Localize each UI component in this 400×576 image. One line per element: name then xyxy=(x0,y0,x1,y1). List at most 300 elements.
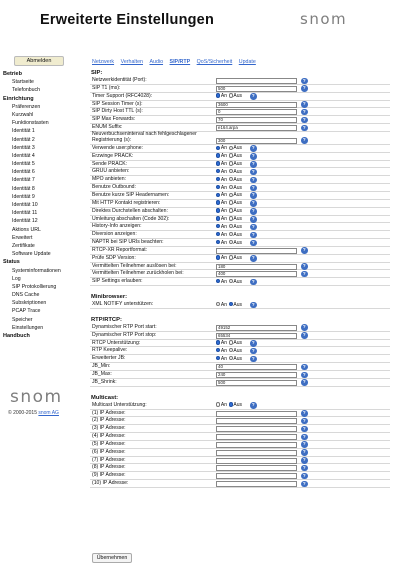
setting-radio-group xyxy=(216,216,244,223)
sidebar-item-identitaet-9[interactable]: Identität 9 xyxy=(12,193,35,200)
setting-label: (9) IP Adresse: xyxy=(92,472,126,479)
help-icon[interactable]: ? xyxy=(302,324,306,330)
help-icon[interactable]: ? xyxy=(251,223,255,229)
setting-row xyxy=(90,270,390,278)
setting-input[interactable]: 300 xyxy=(216,138,297,144)
help-icon[interactable]: ? xyxy=(302,480,306,486)
sidebar-section-betrieb[interactable]: Betrieb xyxy=(3,71,22,77)
setting-input[interactable]: 400 xyxy=(216,271,297,277)
radio-label-on: An xyxy=(220,239,228,246)
sidebar-item-identitaet-12[interactable]: Identität 12 xyxy=(12,218,38,225)
radio-on[interactable] xyxy=(216,356,220,360)
radio-on[interactable] xyxy=(216,146,220,150)
help-icon[interactable]: ? xyxy=(302,425,306,431)
setting-row xyxy=(90,410,390,418)
setting-radio-group xyxy=(216,192,244,199)
setting-row xyxy=(90,355,390,363)
setting-label: Verwende user:phone: xyxy=(92,144,143,151)
sidebar-section-handbuch[interactable]: Handbuch xyxy=(3,333,30,339)
setting-input[interactable] xyxy=(216,442,297,448)
setting-row xyxy=(90,161,390,169)
sidebar-item-identitaet-6[interactable]: Identität 6 xyxy=(12,169,35,176)
help-icon[interactable]: ? xyxy=(302,472,306,478)
setting-radio-group xyxy=(216,356,244,363)
setting-label: (6) IP Adresse: xyxy=(92,448,126,455)
setting-radio-group xyxy=(216,153,244,160)
help-icon[interactable]: ? xyxy=(251,340,255,346)
sidebar-item-identitaet-4[interactable]: Identität 4 xyxy=(12,152,35,159)
help-icon[interactable]: ? xyxy=(251,161,255,167)
sidebar-item-identitaet-8[interactable]: Identität 8 xyxy=(12,185,35,192)
setting-label: JB_Shrink: xyxy=(92,378,117,385)
setting-radio-group xyxy=(216,224,244,231)
setting-row xyxy=(90,255,390,263)
help-icon[interactable]: ? xyxy=(251,216,255,221)
radio-label-off: Aus xyxy=(233,278,243,285)
setting-row xyxy=(90,278,390,286)
setting-row xyxy=(90,145,390,153)
radio-label-on: An xyxy=(220,208,228,215)
setting-label: RTP Keepalive: xyxy=(92,347,128,354)
radio-label-off: Aus xyxy=(233,184,243,191)
setting-row xyxy=(90,85,390,93)
radio-label-off: Aus xyxy=(233,223,243,230)
radio-on[interactable] xyxy=(216,216,220,220)
section-title-sip: SIP: xyxy=(91,70,103,76)
setting-label: Sende PRACK: xyxy=(92,160,128,167)
setting-label: SIP T1 (ms): xyxy=(92,84,121,91)
setting-radio-group xyxy=(216,185,244,192)
radio-label-on: An xyxy=(220,223,228,230)
setting-input[interactable]: 40 xyxy=(216,364,297,370)
sidebar-item-software-update[interactable]: Software Update xyxy=(12,251,51,258)
radio-label-off: Aus xyxy=(233,301,243,308)
setting-row xyxy=(90,425,390,433)
setting-label: (3) IP Adresse: xyxy=(92,425,126,432)
setting-label: Vermittelten Teilnehmer auslösen bei: xyxy=(92,262,177,269)
help-icon[interactable]: ? xyxy=(302,137,306,143)
setting-input[interactable]: 240 xyxy=(216,372,297,378)
radio-label-on: An xyxy=(220,216,228,222)
radio-label-off: Aus xyxy=(233,161,243,168)
setting-label: Multicast Unterstützung: xyxy=(92,401,147,408)
sidebar-item-identitaet-5[interactable]: Identität 5 xyxy=(12,161,35,168)
radio-label-off: Aus xyxy=(233,255,243,262)
help-icon[interactable]: ? xyxy=(302,371,306,377)
setting-radio-group xyxy=(216,240,244,247)
radio-label-on: An xyxy=(220,402,228,409)
sidebar-item-systeminformationen[interactable]: Systeminformationen xyxy=(12,267,61,274)
setting-radio-group xyxy=(216,208,244,215)
help-icon[interactable]: ? xyxy=(251,239,255,245)
setting-radio-group xyxy=(216,279,244,286)
tab-qos-sicherheit[interactable]: QoS/Sicherheit xyxy=(196,59,233,65)
setting-row xyxy=(90,301,390,309)
radio-on[interactable] xyxy=(216,232,220,236)
setting-input[interactable]: 49152 xyxy=(216,325,297,331)
setting-label: SIP Max Forwards: xyxy=(92,116,136,123)
setting-input[interactable] xyxy=(216,450,297,456)
setting-input[interactable] xyxy=(216,411,297,417)
help-icon[interactable]: ? xyxy=(251,176,255,182)
help-icon[interactable]: ? xyxy=(302,433,306,439)
setting-label: Vermittelten Teilnehmer zurückholen bei: xyxy=(92,270,184,277)
help-icon[interactable]: ? xyxy=(251,192,255,198)
sidebar-item-subskriptionen[interactable]: Subskriptionen xyxy=(12,300,47,307)
setting-row xyxy=(90,200,390,208)
help-icon[interactable]: ? xyxy=(302,449,306,455)
section-title-rtp-rtcp: RTP/RTCP: xyxy=(91,316,122,323)
radio-label-on: An xyxy=(220,347,228,354)
sidebar-item-einstellungen[interactable]: Einstellungen xyxy=(12,324,44,331)
sidebar-section-einrichtung[interactable]: Einrichtung xyxy=(3,95,34,102)
setting-label: Benutze Outbound: xyxy=(92,184,136,191)
setting-label: History-Info anzeigen: xyxy=(92,223,142,230)
radio-label-on: An xyxy=(220,355,228,362)
setting-row xyxy=(90,433,390,441)
setting-input[interactable] xyxy=(216,458,297,464)
snom-logo: snom xyxy=(300,10,348,28)
radio-label-off: Aus xyxy=(233,208,243,215)
radio-label-on: An xyxy=(220,161,228,168)
help-icon[interactable]: ? xyxy=(251,347,255,353)
radio-label-off: Aus xyxy=(233,145,243,152)
radio-label-on: An xyxy=(220,145,228,152)
radio-on[interactable] xyxy=(216,161,220,165)
radio-label-on: An xyxy=(220,231,228,238)
radio-label-on: An xyxy=(220,168,228,175)
help-icon[interactable]: ? xyxy=(251,208,255,214)
sidebar-item-erweitert[interactable]: Erweitert xyxy=(12,234,33,241)
copyright xyxy=(8,410,59,416)
setting-label: SIP Dirty Host TTL (s): xyxy=(92,108,143,115)
sidebar-item-identitaet-10[interactable]: Identität 10 xyxy=(12,202,38,208)
radio-on[interactable] xyxy=(216,224,220,228)
radio-label-on: An xyxy=(220,200,228,207)
sidebar-item-dns-cache[interactable]: DNS Cache xyxy=(12,292,40,299)
setting-label: NAPTR bei SIP URIs beachten: xyxy=(92,239,164,246)
setting-label: RTCP-XR Reportformat: xyxy=(92,246,148,253)
setting-label: Dynamischer RTP Port start: xyxy=(92,323,157,330)
setting-input[interactable]: 500 xyxy=(216,380,297,386)
tab-netzwerk[interactable]: Netzwerk xyxy=(92,59,115,65)
setting-row xyxy=(90,153,390,161)
setting-row xyxy=(90,340,390,348)
radio-label-on: An xyxy=(220,153,228,160)
setting-radio-group xyxy=(216,169,244,176)
setting-row xyxy=(90,332,390,340)
radio-on[interactable] xyxy=(216,255,220,259)
radio-on[interactable] xyxy=(216,93,220,97)
tab-verhalten[interactable]: Verhalten xyxy=(120,59,143,65)
setting-radio-group xyxy=(216,302,244,309)
help-icon[interactable]: ? xyxy=(251,200,255,206)
setting-row xyxy=(90,263,390,271)
settings-tabs xyxy=(92,59,262,67)
sidebar-item-praeferenzen[interactable]: Präferenzen xyxy=(12,103,41,110)
radio-label-on: An xyxy=(220,192,228,199)
setting-row xyxy=(90,168,390,176)
setting-row xyxy=(90,324,390,332)
setting-row xyxy=(90,223,390,231)
sidebar-item-startseite[interactable]: Startseite xyxy=(12,79,34,86)
setting-label: Umleitung abschalten (Code 302): xyxy=(92,215,170,222)
setting-row xyxy=(90,347,390,355)
setting-label: ENUM Suffix: xyxy=(92,124,123,131)
copyright-text: © 2000-2015 xyxy=(8,410,37,416)
setting-label: Netzwerkidentität (Port): xyxy=(92,77,147,83)
radio-label-off: Aus xyxy=(233,347,243,354)
radio-on[interactable] xyxy=(216,279,220,283)
sidebar-item-identitaet-2[interactable]: Identität 2 xyxy=(12,136,35,143)
radio-on[interactable] xyxy=(216,240,220,244)
help-icon[interactable]: ? xyxy=(302,108,306,114)
setting-label: GRUU anbieten: xyxy=(92,168,130,175)
setting-input[interactable] xyxy=(216,434,297,440)
setting-label: XML NOTIFY unterstützen: xyxy=(92,301,154,308)
setting-row xyxy=(90,464,390,472)
tab-update[interactable]: Update xyxy=(238,59,256,65)
setting-radio-group xyxy=(216,232,244,239)
sidebar-item-identitaet-7[interactable]: Identität 7 xyxy=(12,177,35,184)
setting-row xyxy=(90,132,390,145)
radio-label-on: An xyxy=(220,176,228,183)
help-icon[interactable]: ? xyxy=(251,145,255,151)
section-title-minibrowser: Minibrowser: xyxy=(91,294,128,301)
radio-label-off: Aus xyxy=(233,153,243,160)
help-icon[interactable]: ? xyxy=(302,116,306,122)
help-icon[interactable]: ? xyxy=(302,464,306,470)
help-icon[interactable]: ? xyxy=(251,278,255,284)
setting-label: (8) IP Adresse: xyxy=(92,464,126,471)
sidebar-item-kurzwahl[interactable]: Kurzwahl xyxy=(12,111,34,118)
sidebar-item-identitaet-11[interactable]: Identität 11 xyxy=(12,210,38,217)
help-icon[interactable]: ? xyxy=(302,457,306,463)
radio-label-off: Aus xyxy=(233,340,243,347)
sidebar-item-sip-protokollierung[interactable]: SIP Protokollierung xyxy=(12,283,57,290)
setting-row xyxy=(90,247,390,255)
setting-label: Erweiterter JB: xyxy=(92,355,126,362)
submit-button[interactable]: Übernehmen xyxy=(92,553,132,563)
sidebar-item-identitaet-1[interactable]: Identität 1 xyxy=(12,128,35,135)
help-icon[interactable]: ? xyxy=(302,417,306,423)
setting-label: Mit HTTP Kontakt registrieren: xyxy=(92,199,161,206)
sidebar-item-pcap-trace[interactable]: PCAP Trace xyxy=(12,308,41,315)
page-title: Erweiterte Einstellungen xyxy=(40,12,215,28)
help-icon[interactable]: ? xyxy=(251,153,255,159)
help-icon[interactable]: ? xyxy=(302,263,306,269)
snom-logo-sidebar: snom xyxy=(10,387,63,407)
radio-on[interactable] xyxy=(216,185,220,189)
radio-on[interactable] xyxy=(216,193,220,197)
sidebar-item-log[interactable]: Log xyxy=(12,275,21,282)
radio-on[interactable] xyxy=(216,177,220,181)
help-icon[interactable]: ? xyxy=(302,441,306,447)
setting-input[interactable] xyxy=(216,465,297,471)
setting-input[interactable]: 3600 xyxy=(216,102,297,108)
setting-radio-group xyxy=(216,402,244,409)
help-icon[interactable]: ? xyxy=(302,101,306,107)
radio-label-off: Aus xyxy=(233,355,243,362)
setting-row xyxy=(90,176,390,184)
help-icon[interactable]: ? xyxy=(302,124,306,130)
radio-on[interactable] xyxy=(216,208,220,212)
help-icon[interactable]: ? xyxy=(251,184,255,190)
help-icon[interactable]: ? xyxy=(302,247,306,253)
setting-row xyxy=(90,417,390,425)
setting-input[interactable] xyxy=(216,481,297,487)
setting-label: JB_Max: xyxy=(92,371,112,377)
setting-label: (5) IP Adresse: xyxy=(92,440,126,447)
help-icon[interactable]: ? xyxy=(302,363,306,369)
setting-radio-group xyxy=(216,348,244,355)
radio-label-on: An xyxy=(220,301,228,308)
help-icon[interactable]: ? xyxy=(302,77,306,83)
setting-label: Dynamischer RTP Port stop: xyxy=(92,331,157,338)
setting-radio-group xyxy=(216,93,244,100)
setting-radio-group xyxy=(216,255,244,262)
setting-radio-group xyxy=(216,161,244,168)
setting-row xyxy=(90,441,390,449)
radio-label-off: Aus xyxy=(233,93,243,100)
setting-label: (2) IP Adresse: xyxy=(92,417,126,424)
setting-input[interactable]: 500 xyxy=(216,86,297,92)
setting-label: Diversion anzeigen: xyxy=(92,231,137,238)
radio-label-on: An xyxy=(220,278,228,285)
setting-label: (10) IP Adresse: xyxy=(92,480,129,487)
setting-label: Direktes Durchstellen abschalten: xyxy=(92,207,168,214)
setting-input[interactable] xyxy=(216,78,297,84)
radio-label-on: An xyxy=(220,93,228,100)
help-icon[interactable]: ? xyxy=(251,231,255,237)
setting-row xyxy=(90,449,390,457)
setting-row xyxy=(90,208,390,216)
setting-row xyxy=(90,472,390,480)
setting-input[interactable]: 0 xyxy=(216,109,297,115)
setting-radio-group xyxy=(216,145,244,152)
logout-button[interactable]: Abmelden xyxy=(14,56,64,66)
setting-row xyxy=(90,457,390,465)
setting-row xyxy=(90,93,390,101)
sidebar-item-telefonbuch[interactable]: Telefonbuch xyxy=(12,87,40,94)
setting-row xyxy=(90,239,390,247)
setting-label: Erzwinge PRACK: xyxy=(92,152,134,159)
help-icon[interactable]: ? xyxy=(302,270,306,276)
setting-label: (7) IP Adresse: xyxy=(92,456,126,463)
sidebar-item-aktions-url[interactable]: Aktions URL xyxy=(12,226,41,233)
header xyxy=(0,0,400,46)
radio-label-on: An xyxy=(220,184,228,191)
help-icon[interactable]: ? xyxy=(251,301,255,307)
radio-on[interactable] xyxy=(216,402,220,406)
setting-input[interactable]: e164.arpa xyxy=(216,125,297,131)
help-icon[interactable]: ? xyxy=(251,402,255,408)
sidebar-item-speicher[interactable]: Speicher xyxy=(12,316,33,323)
setting-label: RTCP Unterstützung: xyxy=(92,339,141,346)
setting-radio-group xyxy=(216,177,244,184)
setting-input[interactable]: 70 xyxy=(216,117,297,123)
help-icon[interactable]: ? xyxy=(302,410,306,416)
setting-row xyxy=(90,184,390,192)
help-icon[interactable]: ? xyxy=(302,332,306,338)
setting-input[interactable] xyxy=(216,473,297,479)
radio-label-off: Aus xyxy=(233,168,243,175)
radio-on[interactable] xyxy=(216,153,220,157)
radio-on[interactable] xyxy=(216,348,220,352)
setting-row xyxy=(90,192,390,200)
radio-label-off: Aus xyxy=(233,192,243,199)
radio-on[interactable] xyxy=(216,169,220,173)
setting-input[interactable]: 65534 xyxy=(216,333,297,339)
setting-row xyxy=(90,379,390,387)
section-title-multicast: Multicast: xyxy=(91,394,119,401)
sidebar-item-identitaet-3[interactable]: Identität 3 xyxy=(12,144,35,151)
setting-radio-group xyxy=(216,340,244,347)
setting-input[interactable] xyxy=(216,426,297,432)
setting-label: Neuverbuchseninterval nach fehlgeschlagener Registrierung (s): xyxy=(92,131,197,144)
help-icon[interactable]: ? xyxy=(251,93,255,99)
setting-row xyxy=(90,116,390,124)
setting-label: Timer Support (RFC4028): xyxy=(92,92,153,99)
setting-row xyxy=(90,231,390,239)
setting-input[interactable] xyxy=(216,418,297,424)
radio-label-off: Aus xyxy=(233,216,243,222)
help-icon[interactable]: ? xyxy=(251,255,255,261)
radio-label-on: An xyxy=(220,255,228,262)
setting-label: (4) IP Adresse: xyxy=(92,433,126,440)
tab-sip-rtp[interactable]: SIP/RTP xyxy=(169,59,191,65)
setting-label: Prüfe SDP Version: xyxy=(92,254,136,261)
radio-label-off: Aus xyxy=(233,402,243,409)
setting-label: Benutze kurze SIP Headernamen: xyxy=(92,191,170,198)
radio-label-on: An xyxy=(220,340,228,347)
help-icon[interactable]: ? xyxy=(251,355,255,361)
setting-input[interactable] xyxy=(216,248,297,254)
sidebar-nav xyxy=(3,70,78,340)
radio-on[interactable] xyxy=(216,302,220,306)
setting-radio-group xyxy=(216,200,244,207)
help-icon[interactable]: ? xyxy=(302,85,306,91)
setting-label: MPO anbieten: xyxy=(92,176,126,183)
sidebar-item-zertifikate[interactable]: Zertifikate xyxy=(12,242,35,249)
setting-row xyxy=(90,402,390,410)
help-icon[interactable]: ? xyxy=(302,379,306,385)
setting-row xyxy=(90,480,390,488)
sidebar-section-status[interactable]: Status xyxy=(3,259,20,266)
snom-ag-link[interactable]: snom AG xyxy=(38,410,59,416)
setting-row xyxy=(90,363,390,371)
setting-label: JB_Min: xyxy=(92,363,111,370)
tab-audio[interactable]: Audio xyxy=(149,59,164,65)
sidebar-item-funktionstasten[interactable]: Funktionstasten xyxy=(12,120,49,127)
setting-row xyxy=(90,77,390,85)
radio-label-off: Aus xyxy=(233,239,243,246)
radio-on[interactable] xyxy=(216,340,220,344)
setting-label: SIP Session Timer (s): xyxy=(92,100,143,107)
setting-row xyxy=(90,101,390,109)
settings-form xyxy=(90,68,390,488)
setting-label: (1) IP Adresse: xyxy=(92,409,126,416)
setting-input[interactable]: 180 xyxy=(216,264,297,270)
radio-label-off: Aus xyxy=(233,200,243,207)
setting-label: SIP Settings erlauben: xyxy=(92,278,143,285)
help-icon[interactable]: ? xyxy=(251,168,255,174)
setting-row xyxy=(90,108,390,116)
setting-row xyxy=(90,371,390,379)
radio-on[interactable] xyxy=(216,200,220,204)
setting-row xyxy=(90,216,390,224)
radio-label-off: Aus xyxy=(233,231,243,238)
